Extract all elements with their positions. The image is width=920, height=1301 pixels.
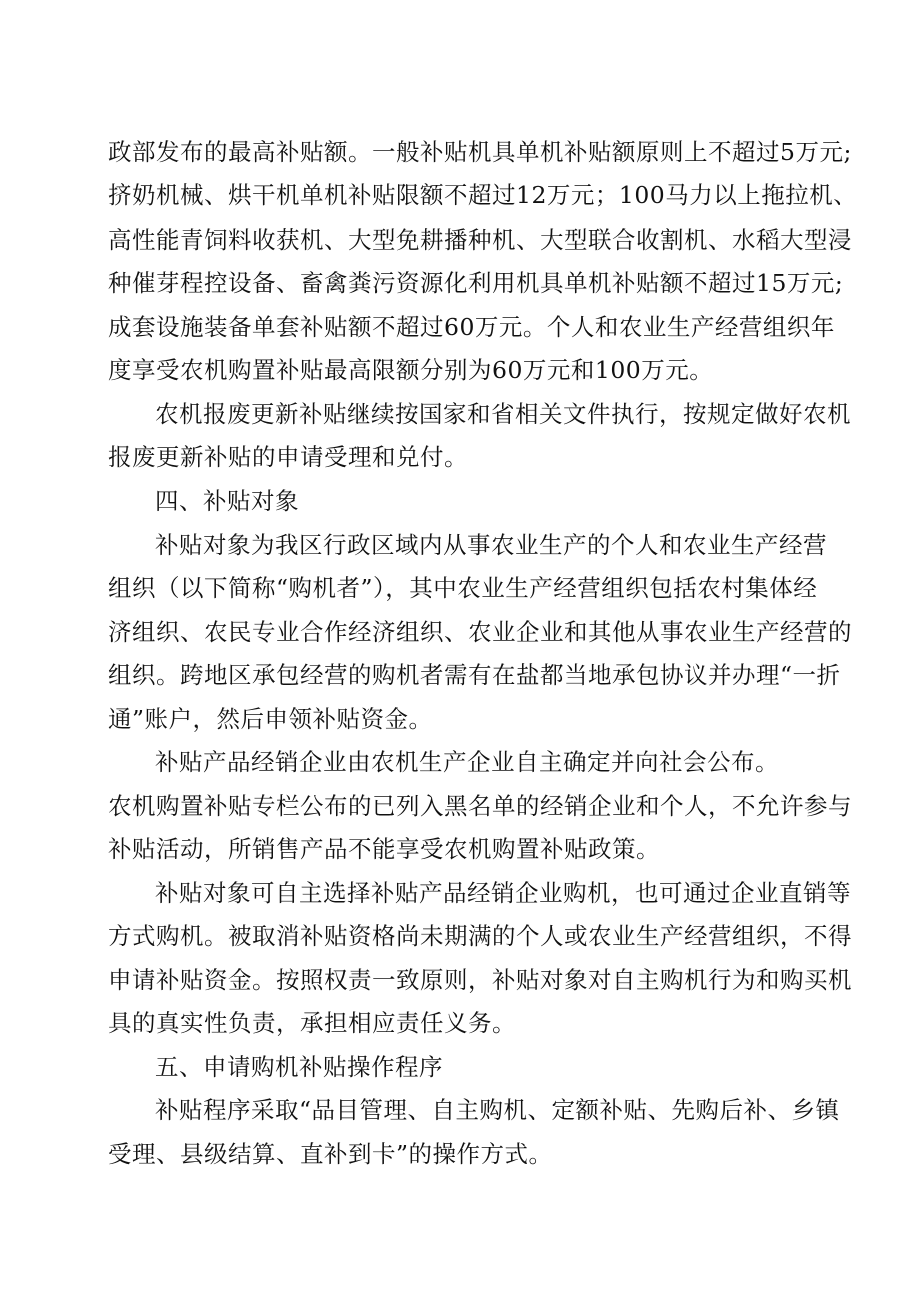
text-line: 组织（以下简称“购机者”），其中农业生产经营组织包括农村集体经: [108, 574, 818, 602]
text-line: 济组织、农民专业合作经济组织、农业企业和其他从事农业生产经营的: [108, 618, 852, 646]
text-line: 农机购置补贴专栏公布的已列入黑名单的经销企业和个人，不允许参与: [108, 792, 852, 820]
text-line: 受理、县级结算、直补到卡”的操作方式。: [108, 1140, 553, 1168]
text-line: 通”账户，然后申领补贴资金。: [108, 705, 433, 733]
text-line: 具的真实性负责，承担相应责任义务。: [108, 1009, 516, 1037]
text-line: 补贴产品经销企业由农机生产企业自主确定并向社会公布。: [155, 748, 779, 776]
text-line: 挤奶机械、烘干机单机补贴限额不超过12万元；100马力以上拖拉机、: [108, 181, 858, 209]
text-line: 报废更新补贴的申请受理和兑付。: [108, 443, 468, 471]
text-line: 申请补贴资金。按照权责一致原则，补贴对象对自主购机行为和购买机: [108, 966, 852, 994]
text-line: 补贴对象为我区行政区域内从事农业生产的个人和农业生产经营: [155, 531, 827, 559]
text-line: 补贴程序采取“品目管理、自主购机、定额补贴、先购后补、乡镇: [155, 1096, 840, 1124]
text-line: 度享受农机购置补贴最高限额分别为60万元和100万元。: [108, 356, 714, 384]
text-line: 补贴活动，所销售产品不能享受农机购置补贴政策。: [108, 835, 660, 863]
text-line: 方式购机。被取消补贴资格尚未期满的个人或农业生产经营组织，不得: [108, 922, 852, 950]
section-heading: 四、补贴对象: [155, 487, 299, 515]
text-line: 成套设施装备单套补贴额不超过60万元。个人和农业生产经营组织年: [108, 313, 835, 341]
text-line: 高性能青饲料收获机、大型免耕播种机、大型联合收割机、水稻大型浸: [108, 226, 852, 254]
text-line: 政部发布的最高补贴额。一般补贴机具单机补贴额原则上不超过5万元;: [108, 138, 852, 166]
text-line: 补贴对象可自主选择补贴产品经销企业购机，也可通过企业直销等: [155, 879, 851, 907]
section-heading: 五、申请购机补贴操作程序: [155, 1053, 443, 1081]
text-line: 种催芽程控设备、畜禽粪污资源化利用机具单机补贴额不超过15万元;: [108, 269, 844, 297]
text-line: 组织。跨地区承包经营的购机者需有在盐都当地承包协议并办理“一折: [108, 661, 841, 689]
text-line: 农机报废更新补贴继续按国家和省相关文件执行，按规定做好农机: [155, 400, 851, 428]
